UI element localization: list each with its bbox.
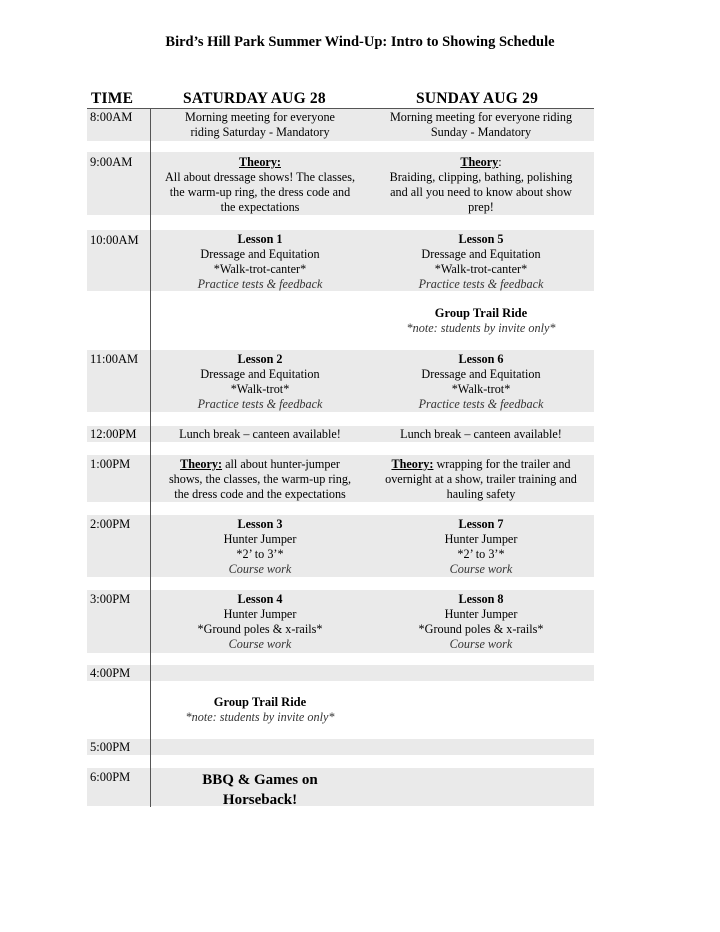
sat-theory-hunter: Theory: all about hunter-jumper shows, the classes, the warm-up ring, the dress code and the expectations <box>168 457 352 501</box>
sun-theory-trailer: Theory: wrapping for the trailer and overnight at a show, trailer training and hauling safety <box>385 457 577 501</box>
time-label: 10:00AM <box>90 233 139 247</box>
sat-lesson-1: Lesson 1 Dressage and Equitation *Walk-trot-canter* Practice tests & feedback <box>197 232 323 291</box>
sat-lesson-4: Lesson 4 Hunter Jumper *Ground poles & x-rails* Course work <box>197 592 323 651</box>
row-band-5pm <box>87 739 594 755</box>
time-column-divider <box>150 109 151 807</box>
sat-lunch: Lunch break – canteen available! <box>179 427 341 441</box>
time-label: 3:00PM <box>90 592 131 606</box>
sun-lunch: Lunch break – canteen available! <box>400 427 562 441</box>
time-label: 8:00AM <box>90 110 133 124</box>
sun-lesson-5: Lesson 5 Dressage and Equitation *Walk-trot-canter* Practice tests & feedback <box>418 232 544 291</box>
sun-morning-meeting: Morning meeting for everyone riding Sunday - Mandatory <box>389 110 573 139</box>
sun-group-trail-ride: Group Trail Ride *note: students by invite only* <box>406 306 556 335</box>
sat-lesson-3: Lesson 3 Hunter Jumper *2’ to 3’* Course work <box>223 517 297 576</box>
sun-lesson-6: Lesson 6 Dressage and Equitation *Walk-trot* Practice tests & feedback <box>418 352 544 411</box>
header-saturday: SATURDAY AUG 28 <box>183 90 326 107</box>
time-label: 4:00PM <box>90 666 131 680</box>
header-sunday: SUNDAY AUG 29 <box>416 90 539 107</box>
sun-theory-prep: Theory: Braiding, clipping, bathing, polishing and all you need to know about show prep! <box>389 155 573 214</box>
sat-group-trail-ride: Group Trail Ride *note: students by invite only* <box>185 695 335 724</box>
time-label: 11:00AM <box>90 352 139 366</box>
sat-bbq-games: BBQ & Games on Horseback! <box>202 772 318 808</box>
header-rule <box>87 108 594 109</box>
sat-lesson-2: Lesson 2 Dressage and Equitation *Walk-trot* Practice tests & feedback <box>197 352 323 411</box>
time-label: 9:00AM <box>90 155 133 169</box>
sat-theory-dressage: Theory: All about dressage shows! The classes, the warm-up ring, the dress code and the expectations <box>165 155 355 214</box>
row-band-4pm <box>87 665 594 681</box>
time-label: 6:00PM <box>90 770 131 784</box>
header-time: TIME <box>91 90 134 107</box>
sun-lesson-8: Lesson 8 Hunter Jumper *Ground poles & x-rails* Course work <box>418 592 544 651</box>
sun-lesson-7: Lesson 7 Hunter Jumper *2’ to 3’* Course work <box>444 517 518 576</box>
time-label: 5:00PM <box>90 740 131 754</box>
time-label: 2:00PM <box>90 517 131 531</box>
page-title: Bird’s Hill Park Summer Wind-Up: Intro to Showing Schedule <box>165 34 555 50</box>
time-label: 1:00PM <box>90 457 131 471</box>
sat-morning-meeting: Morning meeting for everyone riding Saturday - Mandatory <box>185 110 335 139</box>
time-label: 12:00PM <box>90 427 137 441</box>
